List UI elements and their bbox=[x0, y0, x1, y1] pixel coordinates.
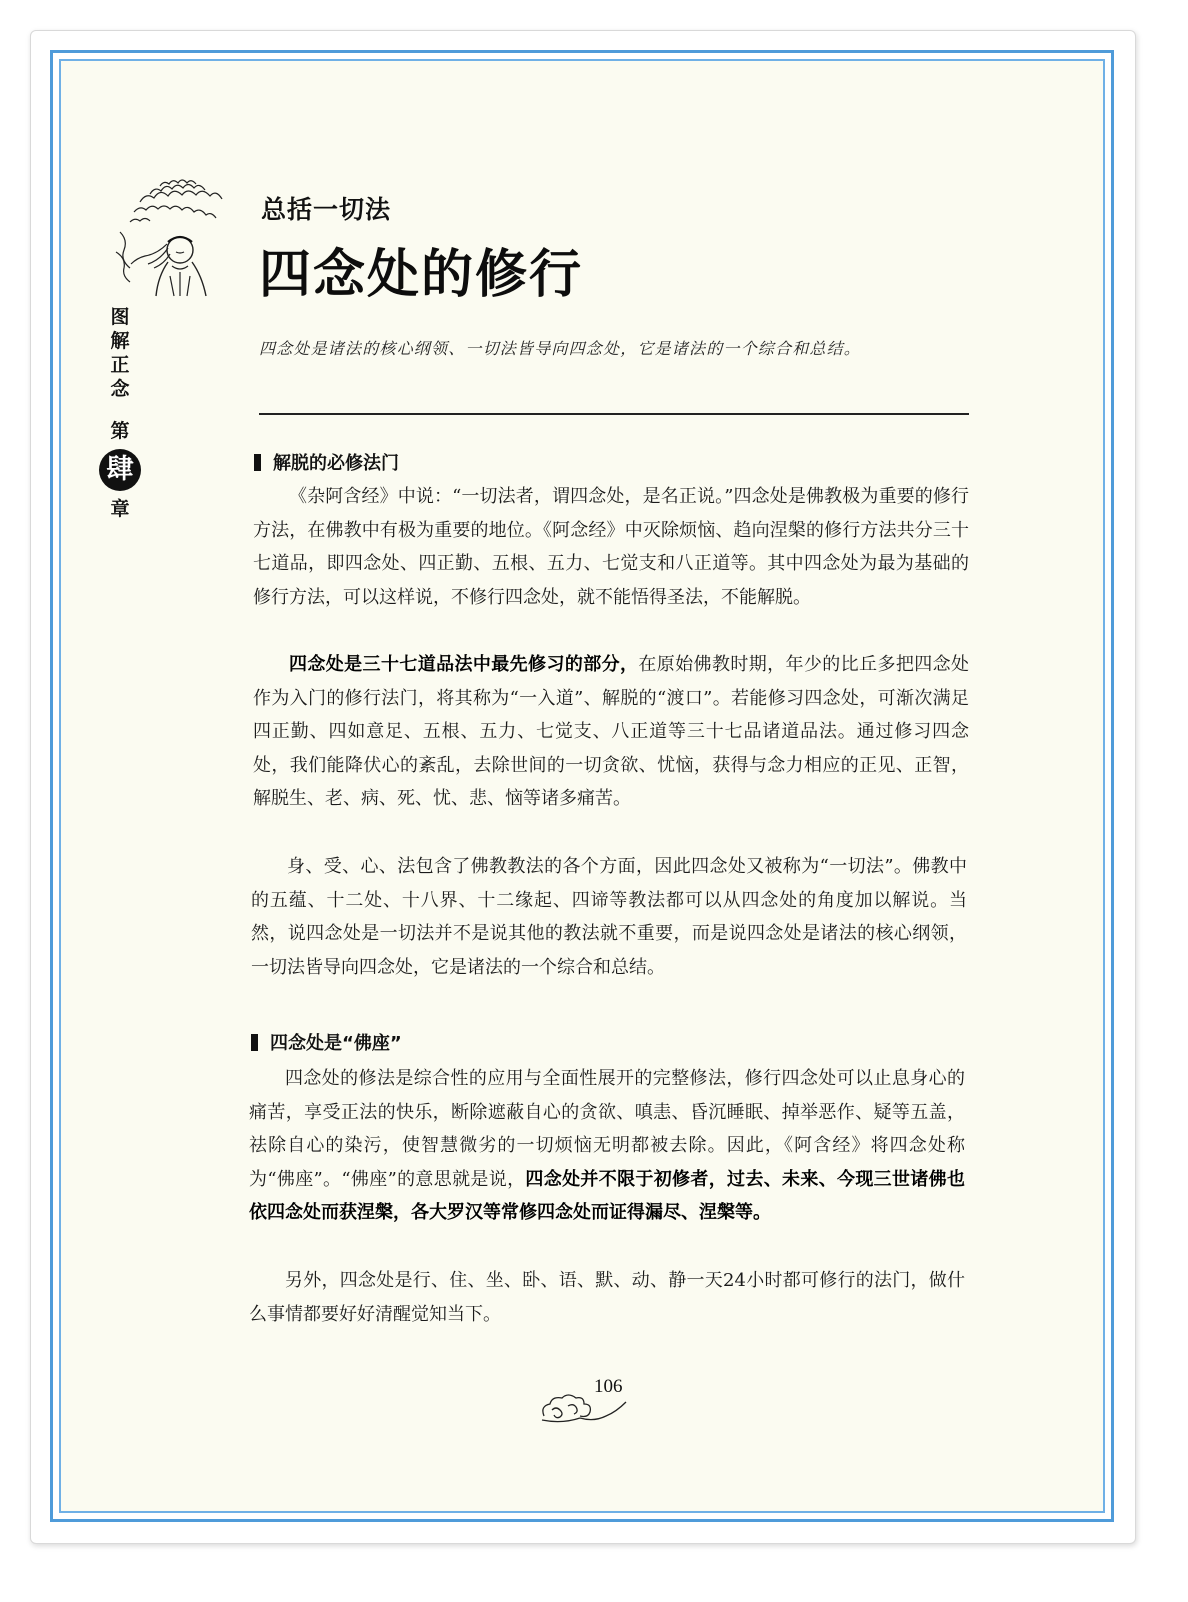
cloud-ornament bbox=[130, 180, 222, 222]
paragraph-bold-tail: 四念处并不限于初修者，过去、未来、今现三世诸佛也依四念处而获涅槃，各大罗汉等常修四念处而证得漏尽、涅槃等。 bbox=[249, 1168, 966, 1223]
heading-bar-icon bbox=[251, 1034, 258, 1051]
paragraph-text: 另外，四念处是行、住、坐、卧、语、默、动、静一天24小时都可修行的法门，做什么事情都要好好清醒觉知当下。 bbox=[249, 1270, 965, 1325]
paragraph bbox=[253, 480, 969, 614]
figure-illustration bbox=[110, 172, 245, 302]
vertical-chapter-label bbox=[106, 305, 134, 521]
heading-bar-icon bbox=[254, 454, 261, 471]
book-char: 正 bbox=[110, 354, 130, 376]
section-heading bbox=[251, 1029, 402, 1055]
divider-rule bbox=[259, 413, 969, 415]
paragraph-text: 身、受、心、法包含了佛教教法的各个方面，因此四念处又被称为“一切法”。佛教中的五蕴、十二处、十八界、十二缘起、四谛等教法都可以从四念处的角度加以解说。当然，说四念处是一切法并不是说其他的教法就不重要，而是说四念处是诸法的核心纲领，一切法皆导向四念处，它是诸法的一个综合和总结。 bbox=[251, 856, 967, 978]
paragraph bbox=[249, 1264, 965, 1331]
book-char: 图 bbox=[110, 306, 130, 328]
book-char: 念 bbox=[110, 378, 130, 400]
chapter-suffix: 章 bbox=[110, 498, 130, 520]
chapter-prefix: 第 bbox=[110, 420, 130, 442]
book-char: 解 bbox=[110, 330, 130, 352]
paragraph-text: 四念处的修法是综合性的应用与全面性展开的完整修法，修行四念处可以止息身心的痛苦，享受正法的快乐，断除遮蔽自心的贪欲、嗔恚、昏沉睡眠、掉举恶作、疑等五盖，祛除自心的染污，使智慧微劣的一切烦恼无明都被去除。因此，《阿含经》将四念处称为“佛座”。“佛座”的意思就是说， bbox=[249, 1068, 965, 1190]
paragraph bbox=[253, 648, 969, 816]
summary-line: 四念处是诸法的核心纲领、一切法皆导向四念处，它是诸法的一个综合和总结。 bbox=[259, 339, 862, 358]
section-subtitle: 总括一切法 bbox=[261, 195, 392, 224]
paragraph-text: 《杂阿含经》中说：“一切法者，谓四念处，是名正说。”四念处是佛教极为重要的修行方法，在佛教中有极为重要的地位。《阿念经》中灭除烦恼、趋向涅槃的修行方法共分三十七道品，即四念处、四正勤、五根、五力、七觉支和八正道等。其中四念处为最为基础的修行方法，可以这样说，不修行四念处，就不能悟得圣法，不能解脱。 bbox=[253, 486, 969, 608]
section-heading-text: 四念处是“佛座” bbox=[270, 1033, 402, 1054]
paragraph bbox=[249, 1062, 965, 1230]
cloud-ornament-icon bbox=[538, 1392, 630, 1426]
section-heading bbox=[254, 449, 399, 475]
chapter-number-seal: 肆 bbox=[99, 449, 141, 491]
paragraph-text: 在原始佛教时期，年少的比丘多把四念处作为入门的修行法门，将其称为“一入道”、解脱的“渡口”。若能修习四念处，可渐次满足四正勤、四如意足、五根、五力、七觉支、八正道等三十七品诸道品法。通过修习四念处，我们能降伏心的紊乱，去除世间的一切贪欲、忧恼，获得与念力相应的正见、正智，解脱生、老、病、死、忧、悲、恼等诸多痛苦。 bbox=[253, 654, 969, 809]
page-number: 106 bbox=[594, 1376, 623, 1397]
paragraph-bold-lead: 四念处是三十七道品法中最先修习的部分， bbox=[289, 654, 639, 675]
paragraph bbox=[251, 850, 967, 984]
page-title: 四念处的修行 bbox=[259, 245, 584, 305]
section-heading-text: 解脱的必修法门 bbox=[273, 453, 399, 474]
